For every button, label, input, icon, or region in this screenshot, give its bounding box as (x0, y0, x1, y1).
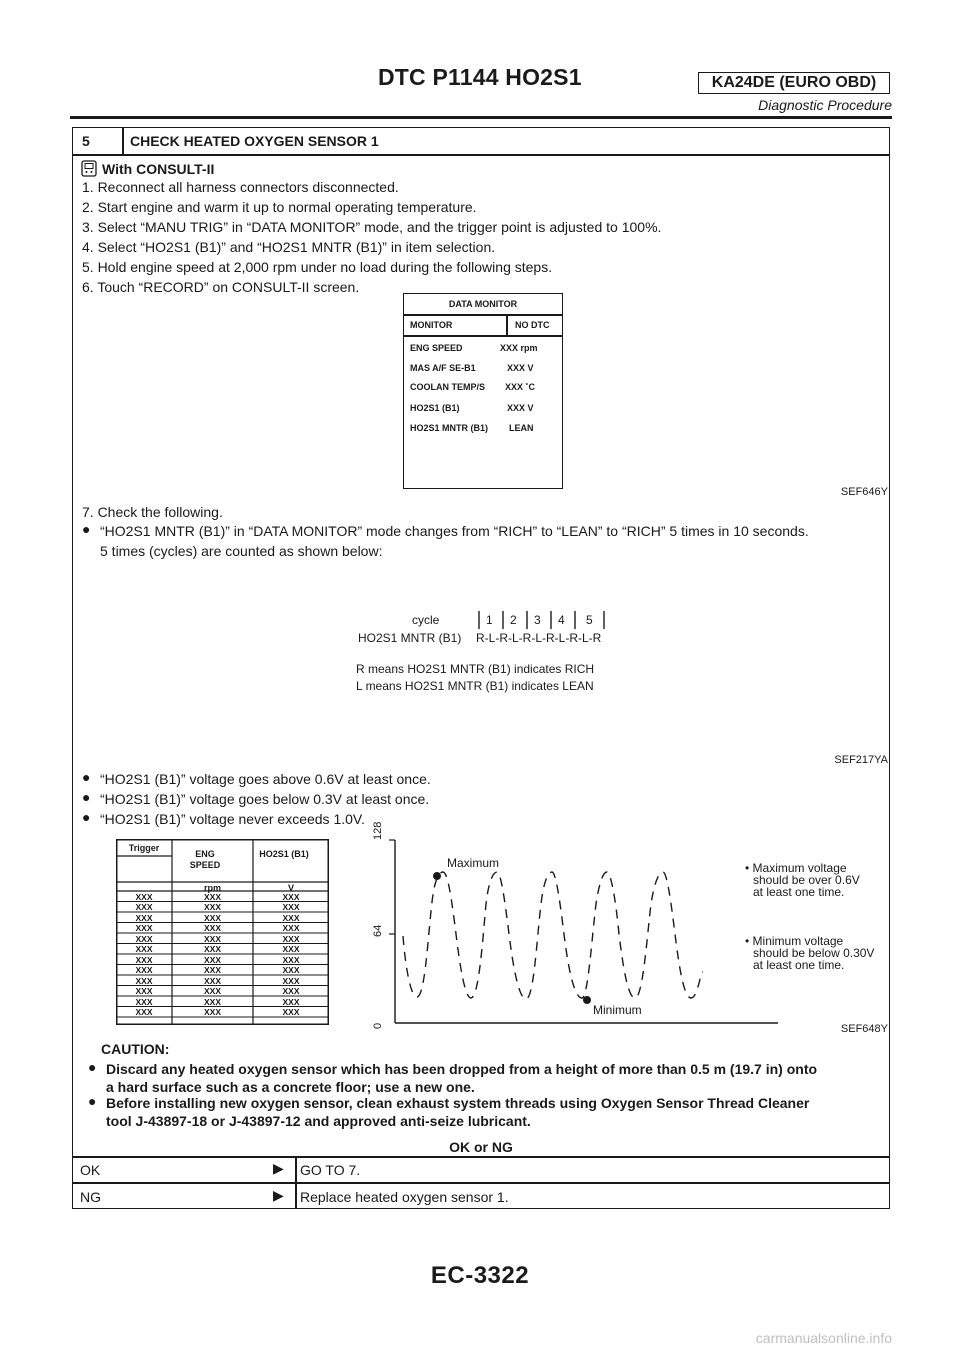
arrow-right-icon: ▶ (273, 1187, 284, 1203)
ff-cell: XXX (282, 912, 300, 923)
dm-row-value: XXX V (507, 363, 534, 373)
bullet-icon: ● (82, 521, 91, 537)
ff-cell: XXX (135, 912, 153, 923)
dm-row-name: COOLAN TEMP/S (410, 382, 486, 392)
ff-cell: XXX (135, 986, 153, 996)
step-number: 5 (82, 133, 90, 149)
figure-code: SEF217YA (834, 754, 888, 766)
y-tick-0: 0 (372, 1022, 384, 1029)
caution-item-1-line-1: Discard any heated oxygen sensor which has been dropped from a height of more than 0.5 m (19.7 in) onto (106, 1061, 818, 1077)
y-tick-128: 128 (372, 821, 384, 840)
ff-cell: XXX (282, 975, 300, 986)
ff-cell: XXX (203, 975, 221, 986)
cycle-number: 4 (558, 613, 565, 627)
consult-tester-icon (80, 160, 100, 178)
max-voltage-note: • Maximum voltage should be over 0.6V at least one time. (745, 861, 860, 899)
ff-cell: XXX (282, 902, 300, 912)
dm-col-divider (506, 314, 508, 336)
engine-badge: KA24DE (EURO OBD) (698, 72, 890, 94)
ff-cell: XXX (282, 923, 300, 933)
page-number: EC-3322 (430, 1262, 530, 1289)
header-rule (70, 116, 892, 119)
bullet-icon: ● (82, 769, 91, 785)
ff-col-ho2s1: HO2S1 (B1) (259, 849, 309, 859)
dm-row-value: XXX rpm (500, 343, 538, 353)
maximum-label: Maximum (447, 856, 500, 870)
rich-lean-sequence: R-L-R-L-R-L-R-L-R-L-R (476, 631, 602, 645)
result-divider-middle (72, 1182, 890, 1184)
ff-cell: XXX (203, 996, 221, 1007)
instruction-2: 2. Start engine and warm it up to normal operating temperature. (82, 199, 477, 215)
ng-label: NG (80, 1189, 101, 1205)
ff-unit-rpm: rpm (203, 883, 221, 893)
y-tick-64: 64 (372, 924, 384, 937)
cycle-label: cycle (412, 613, 440, 627)
instruction-1: 1. Reconnect all harness connectors disconnected. (82, 179, 399, 195)
ff-cell: XXX (135, 902, 153, 912)
instruction-6: 6. Touch “RECORD” on CONSULT-II screen. (82, 279, 360, 295)
caution-item-1-line-2: a hard surface such as a concrete floor; use a new one. (106, 1079, 475, 1095)
dm-row-value: XXX V (507, 403, 534, 413)
ff-cell: XXX (282, 891, 300, 902)
ff-cell: XXX (203, 986, 221, 996)
dm-row-name: MAS A/F SE-B1 (410, 363, 476, 373)
ff-cell: XXX (135, 996, 153, 1007)
ff-col-eng-speed: ENG SPEED (189, 849, 221, 870)
result-divider-top (72, 1156, 890, 1158)
figure-code: SEF648Y (840, 1023, 888, 1035)
ff-cell: XXX (135, 923, 153, 933)
check-bullet-text: “HO2S1 MNTR (B1)” in “DATA MONITOR” mode changes from “RICH” to “LEAN” to “RICH” 5 times in 10 seconds. (100, 523, 809, 539)
ff-cell: XXX (203, 1007, 221, 1017)
ff-cell: XXX (282, 944, 300, 954)
ff-cell: XXX (282, 996, 300, 1007)
bullet-icon: ● (88, 1093, 97, 1109)
ff-cell: XXX (203, 954, 221, 965)
check-bullet-continuation: 5 times (cycles) are counted as shown below: (100, 543, 383, 559)
ff-unit-v: V (287, 883, 294, 893)
section-subtitle: Diagnostic Procedure (758, 97, 892, 113)
minimum-label: Minimum (593, 1003, 642, 1017)
dm-row-value: LEAN (509, 423, 534, 433)
figure-code: SEF646Y (840, 486, 888, 498)
ho2s1-voltage-waveform (370, 832, 790, 1032)
bullet-icon: ● (82, 809, 91, 825)
mntr-label: HO2S1 MNTR (B1) (358, 631, 462, 645)
step-number-divider (122, 127, 124, 155)
check-heading: 7. Check the following. (82, 504, 223, 520)
ff-cell: XXX (282, 933, 300, 944)
caution-heading: CAUTION: (101, 1041, 170, 1057)
dm-row-name: HO2S1 (B1) (410, 403, 460, 413)
voltage-check-1: “HO2S1 (B1)” voltage goes above 0.6V at least once. (100, 771, 431, 787)
voltage-check-2: “HO2S1 (B1)” voltage goes below 0.3V at least once. (100, 791, 430, 807)
ff-cell: XXX (203, 923, 221, 933)
consult-label: With CONSULT-II (102, 161, 215, 177)
ff-cell: XXX (282, 1007, 300, 1017)
dm-header-divider (403, 335, 563, 337)
ff-cell: XXX (203, 902, 221, 912)
step-title: CHECK HEATED OXYGEN SENSOR 1 (130, 133, 379, 149)
instruction-4: 4. Select “HO2S1 (B1)” and “HO2S1 MNTR (B1)” in item selection. (82, 239, 496, 255)
arrow-right-icon: ▶ (273, 1160, 284, 1176)
dm-title-divider (403, 314, 563, 316)
ng-action: Replace heated oxygen sensor 1. (300, 1189, 509, 1205)
cycle-number: 3 (534, 613, 541, 627)
ok-action: GO TO 7. (300, 1162, 361, 1178)
dm-col-status: NO DTC (515, 320, 550, 330)
ff-cell: XXX (203, 912, 221, 923)
ff-cell: XXX (135, 944, 153, 954)
ff-cell: XXX (203, 944, 221, 954)
ff-cell: XXX (135, 954, 153, 965)
instruction-5: 5. Hold engine speed at 2,000 rpm under no load during the following steps. (82, 259, 553, 275)
ff-cell: XXX (135, 965, 153, 975)
cycle-number: 5 (586, 613, 593, 627)
caution-item-2-line-1: Before installing new oxygen sensor, clean exhaust system threads using Oxygen Sensor Thread Cleaner (106, 1095, 810, 1111)
ff-cell: XXX (282, 954, 300, 965)
ff-cell: XXX (135, 1007, 153, 1017)
ok-ng-prompt: OK or NG (449, 1139, 513, 1155)
ff-cell: XXX (282, 965, 300, 975)
ff-cell: XXX (282, 986, 300, 996)
bullet-icon: ● (82, 789, 91, 805)
dm-row-value: XXX ˚C (505, 382, 536, 392)
result-column-divider (295, 1156, 297, 1208)
caution-item-2-line-2: tool J-43897-18 or J-43897-12 and approved anti-seize lubricant. (106, 1113, 531, 1129)
cycle-number: 1 (486, 613, 493, 627)
ff-cell: XXX (203, 933, 221, 944)
ff-cell: XXX (203, 965, 221, 975)
voltage-check-3: “HO2S1 (B1)” voltage never exceeds 1.0V. (100, 811, 365, 827)
ff-cell: XXX (135, 933, 153, 944)
rich-note: R means HO2S1 MNTR (B1) indicates RICH (356, 662, 595, 676)
dm-row-name: HO2S1 MNTR (B1) (410, 423, 489, 433)
ff-col-trigger: Trigger (128, 843, 160, 853)
lean-note: L means HO2S1 MNTR (B1) indicates LEAN (356, 679, 594, 693)
ok-label: OK (80, 1162, 101, 1178)
ff-cell: XXX (135, 975, 153, 986)
ff-cell: XXX (135, 891, 153, 902)
cycle-number: 2 (510, 613, 517, 627)
dm-col-monitor: MONITOR (410, 320, 453, 330)
ff-cell: XXX (203, 891, 221, 902)
dm-title: DATA MONITOR (448, 299, 518, 309)
page-title: DTC P1144 HO2S1 (378, 64, 582, 90)
instruction-3: 3. Select “MANU TRIG” in “DATA MONITOR” mode, and the trigger point is adjusted to 100%. (82, 219, 662, 235)
min-voltage-note: • Minimum voltage should be below 0.30V at least one time. (745, 934, 875, 972)
dm-row-name: ENG SPEED (410, 343, 463, 353)
bullet-icon: ● (88, 1059, 97, 1075)
watermark: carmanualsonline.info (755, 1330, 892, 1346)
step-header-divider (72, 154, 890, 156)
